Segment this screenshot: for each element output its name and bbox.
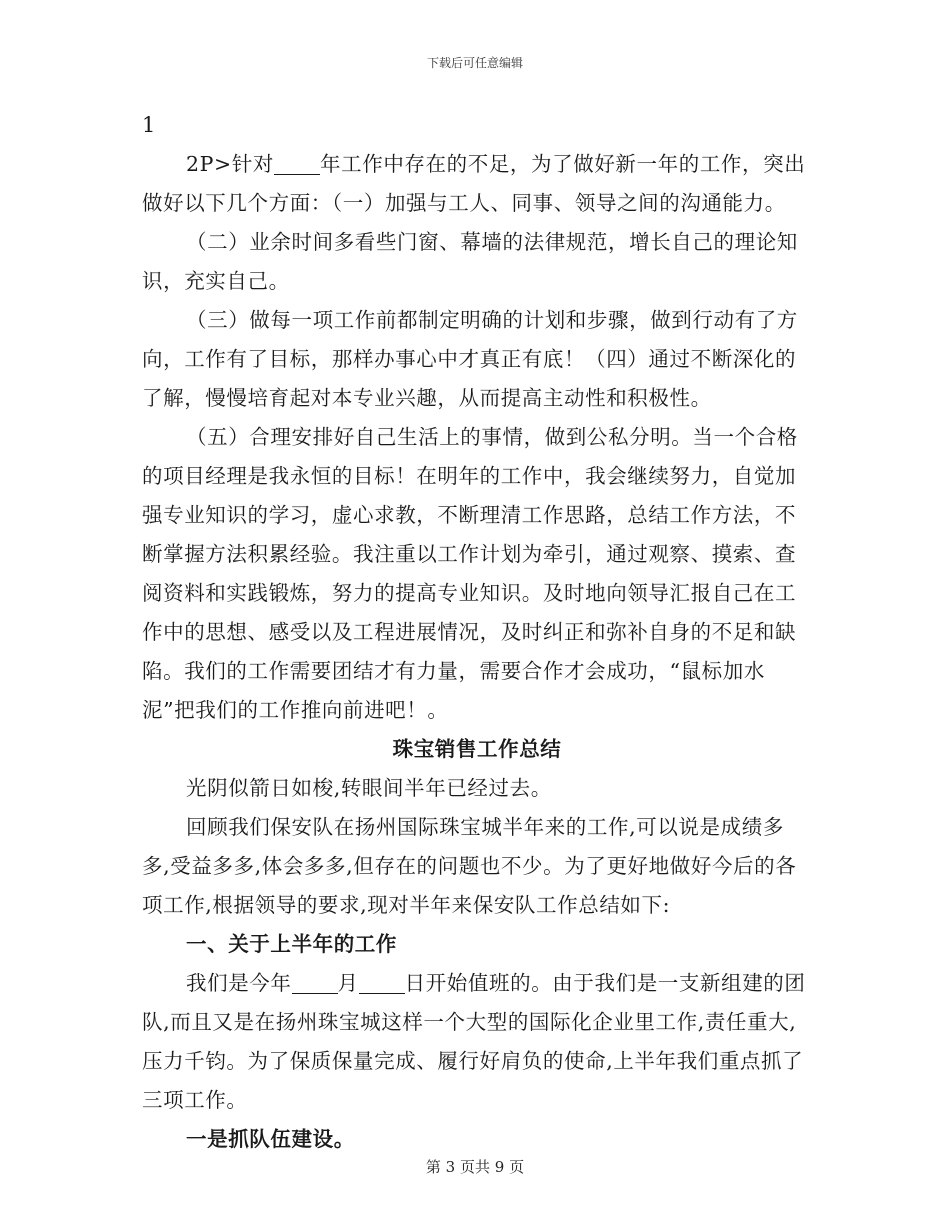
paragraph-3: （三）做每一项工作前都制定明确的计划和步骤，做到行动有了方向，工作有了目标，那样办事心中才真正有底！（四）通过不断深化的了解，慢慢培育起对本专业兴趣，从而提高主动性和积极性。	[142, 308, 798, 410]
paragraph-7-part-1: 我们是今年	[186, 971, 292, 995]
paragraph-1-lead: 2P>针对	[186, 152, 275, 176]
paragraph-2: （二）业余时间多看些门窗、幕墙的法律规范，增长自己的理论知识，充实自己。	[142, 230, 798, 293]
page-number-label: 1	[142, 113, 156, 137]
blank-underline	[274, 154, 320, 176]
paragraph-6: 回顾我们保安队在扬州国际珠宝城半年来的工作,可以说是成绩多多,受益多多,体会多多,但存在的问题也不少。为了更好地做好今后的各项工作,根据领导的要求,现对半年来保安队工作总结如下:	[142, 815, 797, 917]
heading-first-half-work: 一、关于上半年的工作	[186, 932, 397, 956]
paragraph-7	[142, 964, 812, 1120]
paragraph-1-rest: 年工作中存在的不足，为了做好新一年的工作，突出做好以下几个方面：（一）加强与工人、同事、领导之间的沟通能力。	[142, 152, 806, 215]
paragraph-5: 光阴似箭日如梭,转眼间半年已经过去。	[186, 776, 552, 800]
paragraph-1	[142, 145, 812, 223]
paragraph-7-part-3: 日开始值班的。由于我们是一支新组建的团队,而且又是在扬州珠宝城这样一个大型的国际化企业里工作,责任重大,压力千钧。为了保质保量完成、履行好肩负的使命,上半年我们重点抓了三项工作。	[142, 971, 806, 1112]
section-title: 珠宝销售工作总结	[392, 737, 562, 761]
heading-team-building: 一是抓队伍建设。	[186, 1127, 355, 1151]
paragraph-7-part-2: 月	[337, 971, 359, 995]
blank-underline-day	[359, 973, 405, 995]
page-footer: 第 3 页共 9 页	[425, 1158, 525, 1176]
page-header: 下载后可任意编辑	[426, 56, 523, 70]
blank-underline-month	[292, 973, 338, 995]
document-body	[142, 106, 812, 1159]
paragraph-4: （五）合理安排好自己生活上的事情，做到公私分明。当一个合格的项目经理是我永恒的目标！在明年的工作中，我会继续努力，自觉加强专业知识的学习，虚心求教，不断理清工作思路，总结工作方法，不断掌握方法积累经验。我注重以工作计划为牵引，通过观察、摸索、查阅资料和实践锻炼，努力的提高专业知识。及时地向领导汇报自己在工作中的思想、感受以及工程进展情况，及时纠正和弥补自身的不足和缺陷。我们的工作需要团结才有力量，需要合作才会成功，“鼠标加水泥”把我们的工作推向前进吧！。	[142, 425, 798, 722]
